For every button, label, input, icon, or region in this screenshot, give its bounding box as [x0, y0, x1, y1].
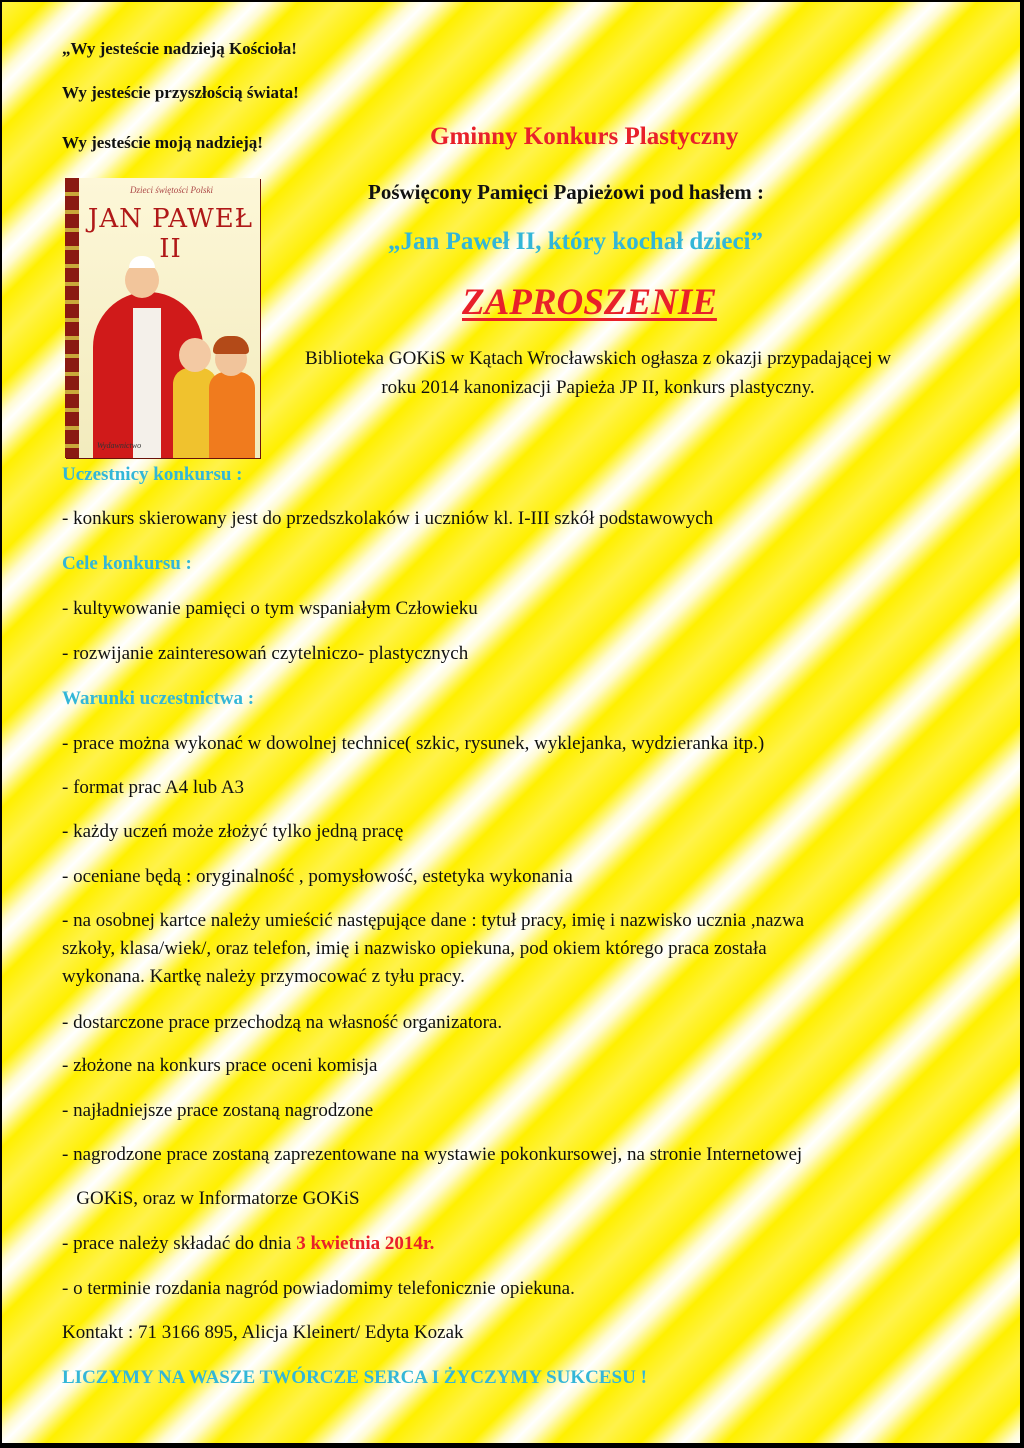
pope-vestment	[133, 308, 161, 458]
conditions-item-3: - każdy uczeń może złożyć tylko jedną pracę	[62, 821, 404, 842]
book-publisher-logo: Wydawnictwo	[97, 441, 142, 450]
child-figure-2-body	[209, 372, 255, 458]
closing-slogan: LICZYMY NA WASZE TWÓRCZE SERCA I ŻYCZYMY SUKCESU !	[62, 1367, 647, 1388]
deadline-prefix: - prace należy składać do dnia	[62, 1233, 297, 1254]
data-note-line-3: wykonana. Kartkę należy przymocować z tyłu pracy.	[62, 966, 465, 987]
goals-item-1: - kultywowanie pamięci o tym wspaniałym Człowieku	[62, 598, 478, 619]
quote-line-2: Wy jesteście przyszłością świata!	[62, 83, 299, 102]
conditions-heading: Warunki uczestnictwa :	[62, 688, 255, 709]
contest-subtitle: Poświęcony Pamięci Papieżowi pod hasłem :	[368, 180, 765, 204]
award-note: - o terminie rozdania nagród powiadomimy telefonicznie opiekuna.	[62, 1278, 575, 1299]
poster-page	[2, 2, 1020, 1443]
intro-line-2: roku 2014 kanonizacji Papieża JP II, konkurs plastyczny.	[381, 377, 815, 398]
conditions-item-4: - oceniane będą : oryginalność , pomysłowość, estetyka wykonania	[62, 866, 573, 887]
data-note-line-1: - na osobnej kartce należy umieścić następujące dane : tytuł pracy, imię i nazwisko ucznia ,nazwa	[62, 910, 805, 931]
book-cover-image	[65, 178, 260, 458]
conditions-item-1: - prace można wykonać w dowolnej technice( szkic, rysunek, wyklejanka, wydzieranka itp.)	[62, 733, 765, 754]
deadline-line	[62, 1233, 434, 1255]
data-note-line-2: szkoły, klasa/wiek/, oraz telefon, imię i nazwisko opiekuna, pod okiem którego praca została	[62, 938, 767, 959]
deadline-date: 3 kwietnia 2014r.	[296, 1233, 435, 1254]
more-item-3: - najładniejsze prace zostaną nagrodzone	[62, 1100, 374, 1121]
contest-title: Gminny Konkurs Plastyczny	[430, 123, 739, 150]
contact-info: Kontakt : 71 3166 895, Alicja Kleinert/ Edyta Kozak	[62, 1322, 464, 1343]
child-figure-2-hair	[213, 336, 249, 354]
conditions-item-2: - format prac A4 lub A3	[62, 777, 245, 798]
more-item-1: - dostarczone prace przechodzą na własność organizatora.	[62, 1012, 503, 1033]
book-cover-art	[79, 178, 260, 458]
intro-line-1: Biblioteka GOKiS w Kątach Wrocławskich ogłasza z okazji przypadającej w	[304, 348, 892, 369]
invitation-heading: ZAPROSZENIE	[462, 282, 717, 323]
participants-item: - konkurs skierowany jest do przedszkolaków i uczniów kl. I-III szkół podstawowych	[62, 508, 714, 529]
contest-motto: „Jan Paweł II, który kochał dzieci”	[388, 228, 763, 255]
more-item-4: - nagrodzone prace zostaną zaprezentowane na wystawie pokonkursowej, na stronie Internetowej	[62, 1144, 803, 1165]
book-border-ornament	[65, 178, 79, 458]
child-figure-1	[179, 338, 211, 372]
more-item-2: - złożone na konkurs prace oceni komisja	[62, 1055, 378, 1076]
quote-line-1: „Wy jesteście nadzieją Kościoła!	[62, 39, 297, 58]
book-series-title: Dzieci świętości Polski	[130, 185, 213, 195]
goals-item-2: - rozwijanie zainteresowań czytelniczo- plastycznych	[62, 643, 469, 664]
quote-line-3: Wy jesteście moją nadzieją!	[62, 133, 263, 152]
more-item-5: GOKiS, oraz w Informatorze GOKiS	[62, 1188, 360, 1209]
participants-heading: Uczestnicy konkursu :	[62, 464, 243, 485]
book-title: JAN PAWEŁ II	[87, 204, 254, 264]
goals-heading: Cele konkursu :	[62, 553, 192, 574]
